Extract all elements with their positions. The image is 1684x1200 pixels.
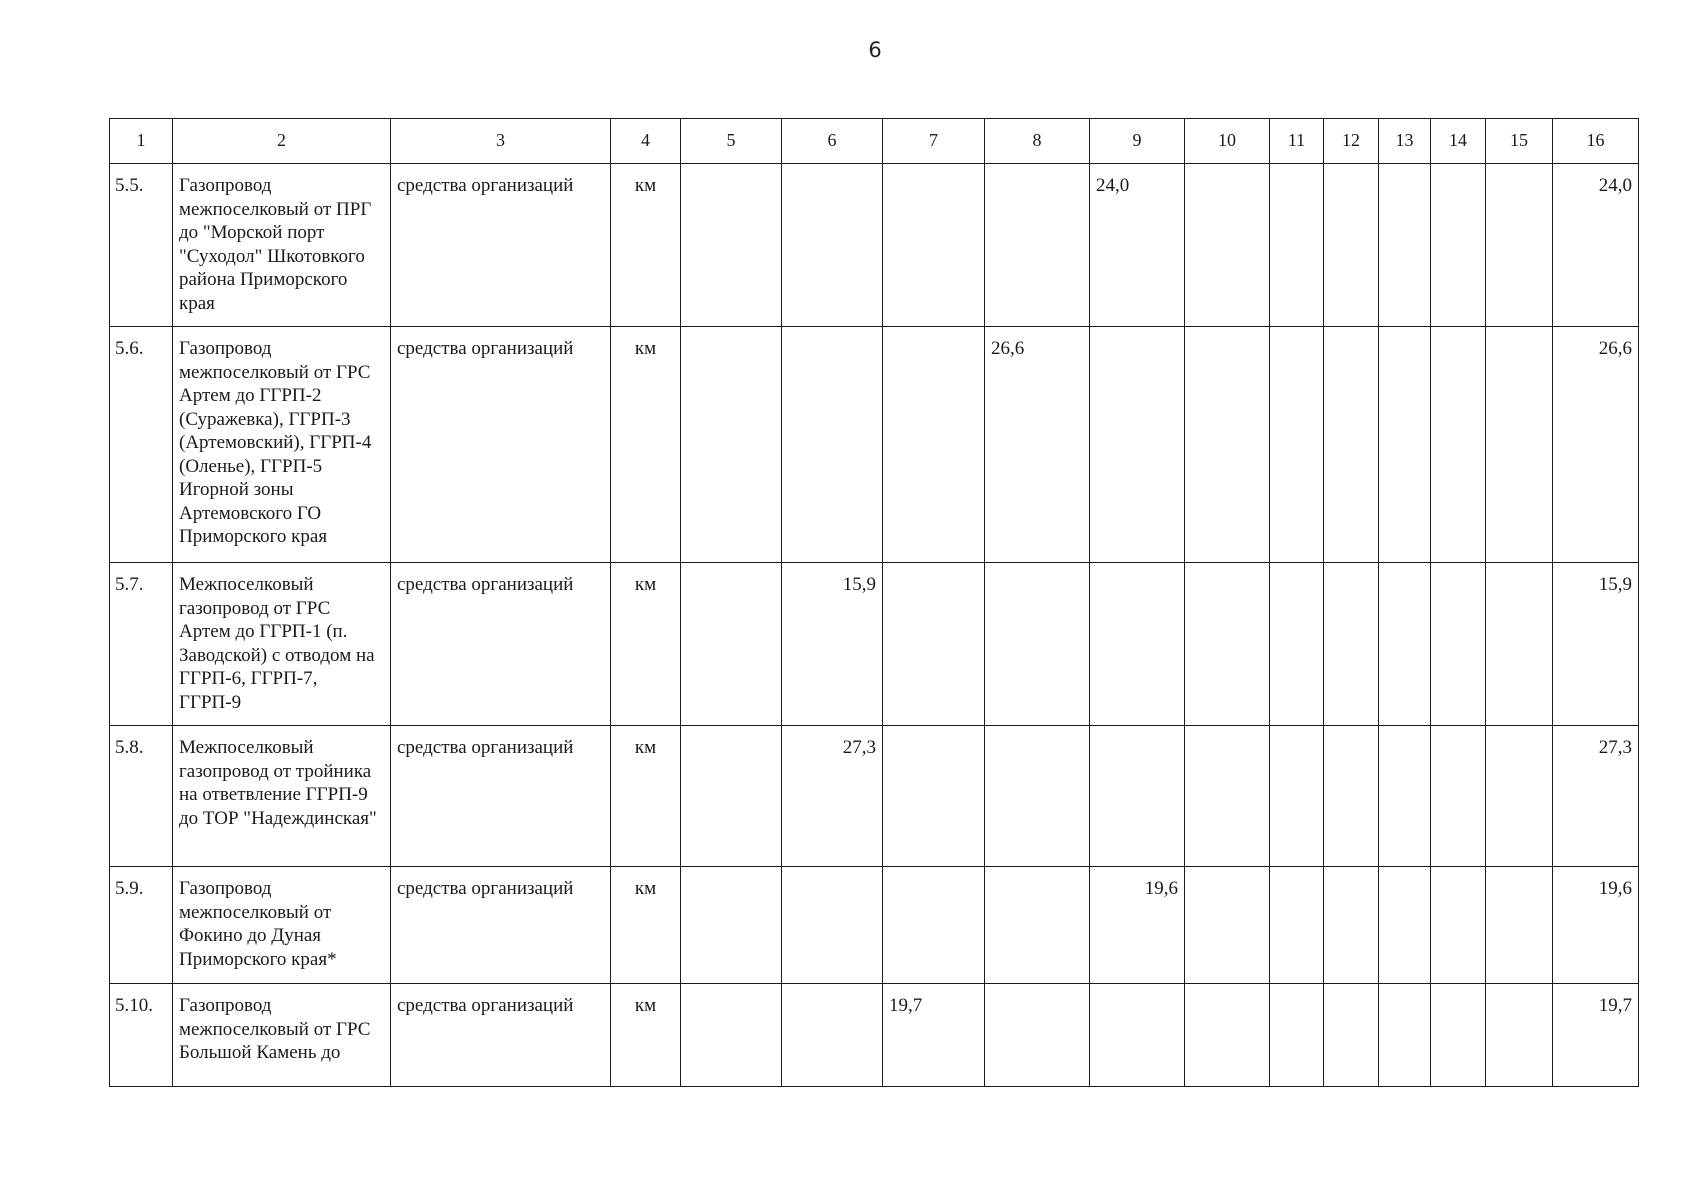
value-cell — [1379, 867, 1431, 984]
value-cell — [883, 563, 985, 726]
column-header: 15 — [1486, 119, 1553, 164]
value-cell — [1324, 563, 1379, 726]
value-cell: 27,3 — [782, 726, 883, 867]
column-header: 4 — [611, 119, 681, 164]
table-row — [110, 164, 1639, 327]
value-cell — [1486, 984, 1553, 1087]
table-row — [110, 563, 1639, 726]
value-cell — [1379, 726, 1431, 867]
column-header: 3 — [391, 119, 611, 164]
value-cell — [1379, 164, 1431, 327]
value-cell — [1270, 327, 1324, 563]
value-cell: 15,9 — [782, 563, 883, 726]
value-cell — [681, 164, 782, 327]
funding-source-cell: средства организаций — [391, 867, 611, 984]
column-header: 8 — [985, 119, 1090, 164]
column-header: 14 — [1431, 119, 1486, 164]
value-cell — [1185, 726, 1270, 867]
value-cell — [1090, 327, 1185, 563]
unit-cell: км — [611, 327, 681, 563]
value-cell — [782, 327, 883, 563]
total-cell: 19,7 — [1553, 984, 1639, 1087]
value-cell — [883, 164, 985, 327]
value-cell — [1324, 164, 1379, 327]
total-cell: 26,6 — [1553, 327, 1639, 563]
unit-cell: км — [611, 726, 681, 867]
value-cell — [1431, 726, 1486, 867]
row-number-cell: 5.5. — [110, 164, 173, 327]
column-header: 16 — [1553, 119, 1639, 164]
value-cell — [782, 164, 883, 327]
table-row — [110, 726, 1639, 867]
object-name-cell: Межпоселковый газопровод от ГРС Артем до ГГРП-1 (п. Заводской) с отводом на ГГРП-6, ГГРП-7, ГГРП-9 — [173, 563, 391, 726]
column-header: 9 — [1090, 119, 1185, 164]
value-cell — [1431, 164, 1486, 327]
value-cell — [1431, 327, 1486, 563]
value-cell — [1431, 984, 1486, 1087]
unit-cell: км — [611, 563, 681, 726]
column-header: 12 — [1324, 119, 1379, 164]
value-cell — [1486, 726, 1553, 867]
total-cell: 24,0 — [1553, 164, 1639, 327]
value-cell — [1185, 984, 1270, 1087]
value-cell — [1324, 984, 1379, 1087]
value-cell — [1090, 563, 1185, 726]
value-cell — [1486, 867, 1553, 984]
row-number-cell: 5.6. — [110, 327, 173, 563]
value-cell — [1185, 164, 1270, 327]
value-cell — [1270, 164, 1324, 327]
row-number-cell: 5.9. — [110, 867, 173, 984]
column-header: 5 — [681, 119, 782, 164]
object-name-cell: Газопровод межпоселковый от ГРС Артем до ГГРП-2 (Суражевка), ГГРП-3 (Артемовский), ГГРП-4 (Оленье), ГГРП-5 Игорной зоны Артемовского ГО Приморского края — [173, 327, 391, 563]
column-header: 1 — [110, 119, 173, 164]
value-cell: 19,7 — [883, 984, 985, 1087]
value-cell — [1270, 563, 1324, 726]
value-cell — [681, 563, 782, 726]
column-header: 7 — [883, 119, 985, 164]
value-cell — [1090, 984, 1185, 1087]
unit-cell: км — [611, 984, 681, 1087]
funding-source-cell: средства организаций — [391, 327, 611, 563]
page-number: 6 — [868, 38, 882, 62]
total-cell: 19,6 — [1553, 867, 1639, 984]
value-cell — [883, 327, 985, 563]
unit-cell: км — [611, 867, 681, 984]
value-cell — [985, 726, 1090, 867]
value-cell — [1185, 327, 1270, 563]
value-cell — [1185, 563, 1270, 726]
row-number-cell: 5.8. — [110, 726, 173, 867]
column-header: 6 — [782, 119, 883, 164]
row-number-cell: 5.7. — [110, 563, 173, 726]
funding-source-cell: средства организаций — [391, 984, 611, 1087]
value-cell — [681, 327, 782, 563]
value-cell — [1324, 327, 1379, 563]
value-cell — [1431, 563, 1486, 726]
value-cell — [1486, 327, 1553, 563]
table-row — [110, 867, 1639, 984]
value-cell — [985, 164, 1090, 327]
column-header: 2 — [173, 119, 391, 164]
value-cell — [985, 984, 1090, 1087]
value-cell — [782, 984, 883, 1087]
value-cell — [782, 867, 883, 984]
value-cell — [1486, 563, 1553, 726]
value-cell — [1379, 327, 1431, 563]
value-cell — [1090, 726, 1185, 867]
value-cell: 24,0 — [1090, 164, 1185, 327]
value-cell — [1185, 867, 1270, 984]
value-cell — [1270, 984, 1324, 1087]
value-cell — [1324, 726, 1379, 867]
value-cell — [883, 726, 985, 867]
total-cell: 15,9 — [1553, 563, 1639, 726]
value-cell — [681, 726, 782, 867]
value-cell — [985, 563, 1090, 726]
funding-source-cell: средства организаций — [391, 164, 611, 327]
value-cell — [1324, 867, 1379, 984]
value-cell — [1486, 164, 1553, 327]
header-row — [110, 119, 1639, 164]
value-cell — [1431, 867, 1486, 984]
table-row — [110, 984, 1639, 1087]
column-header: 11 — [1270, 119, 1324, 164]
funding-source-cell: средства организаций — [391, 563, 611, 726]
value-cell — [985, 867, 1090, 984]
data-table — [109, 118, 1639, 1087]
value-cell — [1270, 726, 1324, 867]
value-cell: 26,6 — [985, 327, 1090, 563]
value-cell — [1270, 867, 1324, 984]
object-name-cell: Газопровод межпоселковый от Фокино до Дуная Приморского края* — [173, 867, 391, 984]
object-name-cell: Газопровод межпоселковый от ГРС Большой Камень до — [173, 984, 391, 1087]
column-header: 10 — [1185, 119, 1270, 164]
total-cell: 27,3 — [1553, 726, 1639, 867]
value-cell — [1379, 984, 1431, 1087]
table-row — [110, 327, 1639, 563]
value-cell — [1379, 563, 1431, 726]
value-cell — [883, 867, 985, 984]
value-cell — [681, 867, 782, 984]
object-name-cell: Газопровод межпоселковый от ПРГ до "Морской порт "Суходол" Шкотовкого района Приморского края — [173, 164, 391, 327]
value-cell: 19,6 — [1090, 867, 1185, 984]
value-cell — [681, 984, 782, 1087]
unit-cell: км — [611, 164, 681, 327]
row-number-cell: 5.10. — [110, 984, 173, 1087]
column-header: 13 — [1379, 119, 1431, 164]
object-name-cell: Межпоселковый газопровод от тройника на ответвление ГГРП-9 до ТОР "Надеждинская" — [173, 726, 391, 867]
funding-source-cell: средства организаций — [391, 726, 611, 867]
